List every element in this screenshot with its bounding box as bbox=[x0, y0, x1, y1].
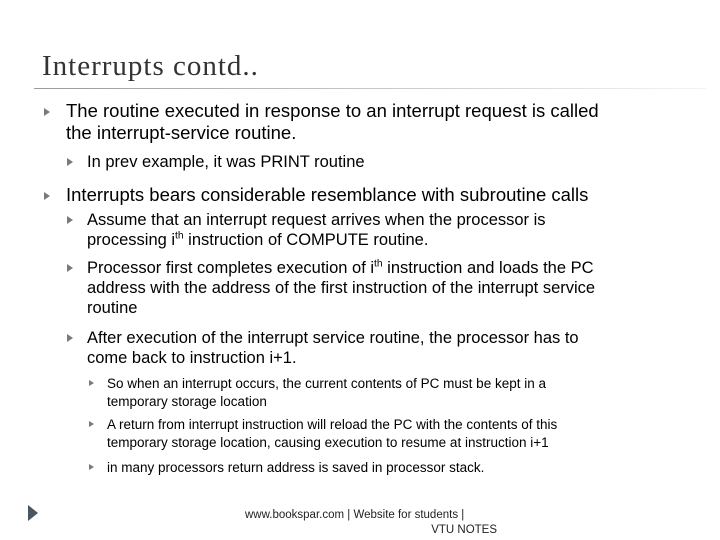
bullet-text-line bbox=[87, 258, 595, 278]
bullet-arrow-icon bbox=[67, 158, 73, 166]
title-divider bbox=[34, 88, 706, 89]
bullet-text-line: In prev example, it was PRINT routine bbox=[87, 153, 365, 171]
bullet-text-line: The routine executed in response to an interrupt request is called bbox=[66, 100, 599, 121]
bullet-text-line: temporary storage location, causing execution to resume at instruction i+1 bbox=[107, 435, 549, 450]
text-fragment: instruction and loads the PC bbox=[382, 259, 594, 277]
bullet-text-line: So when an interrupt occurs, the current contents of PC must be kept in a bbox=[107, 376, 546, 391]
corner-arrow-icon bbox=[28, 505, 38, 521]
bullet-interrupt-service-routine bbox=[66, 100, 599, 144]
bullet-arrow-icon bbox=[44, 192, 50, 200]
bullet-arrow-icon bbox=[67, 216, 73, 224]
bullet-text-line: in many processors return address is saved in processor stack. bbox=[107, 460, 485, 475]
bullet-text-line: Interrupts bears considerable resemblance with subroutine calls bbox=[66, 184, 589, 205]
text-fragment: instruction of COMPUTE routine. bbox=[183, 231, 429, 249]
bullet-arrow-icon bbox=[89, 380, 94, 386]
superscript: th bbox=[175, 230, 184, 242]
bullet-text-line: come back to instruction i+1. bbox=[87, 349, 297, 367]
bullet-text-line: the interrupt-service routine. bbox=[66, 122, 297, 143]
superscript: th bbox=[374, 258, 383, 270]
bullet-text-line: routine bbox=[87, 299, 138, 317]
bullet-text-line: temporary storage location bbox=[107, 394, 267, 409]
bullet-text-line: After execution of the interrupt service routine, the processor has to bbox=[87, 329, 579, 347]
subsubbullet-return-instruction bbox=[107, 416, 557, 452]
bullet-arrow-icon bbox=[44, 108, 50, 116]
subsubbullet-processor-stack bbox=[107, 459, 484, 477]
bullet-text-line: A return from interrupt instruction will reload the PC with the contents of this bbox=[107, 417, 558, 432]
bullet-text-line: Assume that an interrupt request arrives when the processor is bbox=[87, 211, 546, 229]
footer-line: www.bookspar.com | Website for students | bbox=[245, 509, 465, 521]
text-fragment: Processor first completes execution of i bbox=[87, 259, 375, 277]
slide-title: Interrupts contd.. bbox=[42, 50, 259, 82]
bullet-subroutine-resemblance bbox=[66, 184, 588, 206]
slide-footer bbox=[245, 508, 505, 538]
bullet-text-line bbox=[87, 230, 546, 250]
subbullet-assume-request bbox=[87, 210, 546, 250]
subbullet-come-back bbox=[87, 328, 579, 368]
bullet-arrow-icon bbox=[67, 264, 73, 272]
bullet-arrow-icon bbox=[89, 421, 94, 427]
bullet-arrow-icon bbox=[67, 334, 73, 342]
subsubbullet-kept-storage bbox=[107, 375, 546, 411]
subbullet-print-routine bbox=[87, 152, 365, 172]
text-fragment: processing i bbox=[87, 231, 176, 249]
bullet-arrow-icon bbox=[89, 464, 94, 470]
subbullet-completes-execution bbox=[87, 258, 595, 318]
footer-line: VTU NOTES bbox=[431, 524, 497, 536]
bullet-text-line: address with the address of the first instruction of the interrupt service bbox=[87, 279, 596, 297]
